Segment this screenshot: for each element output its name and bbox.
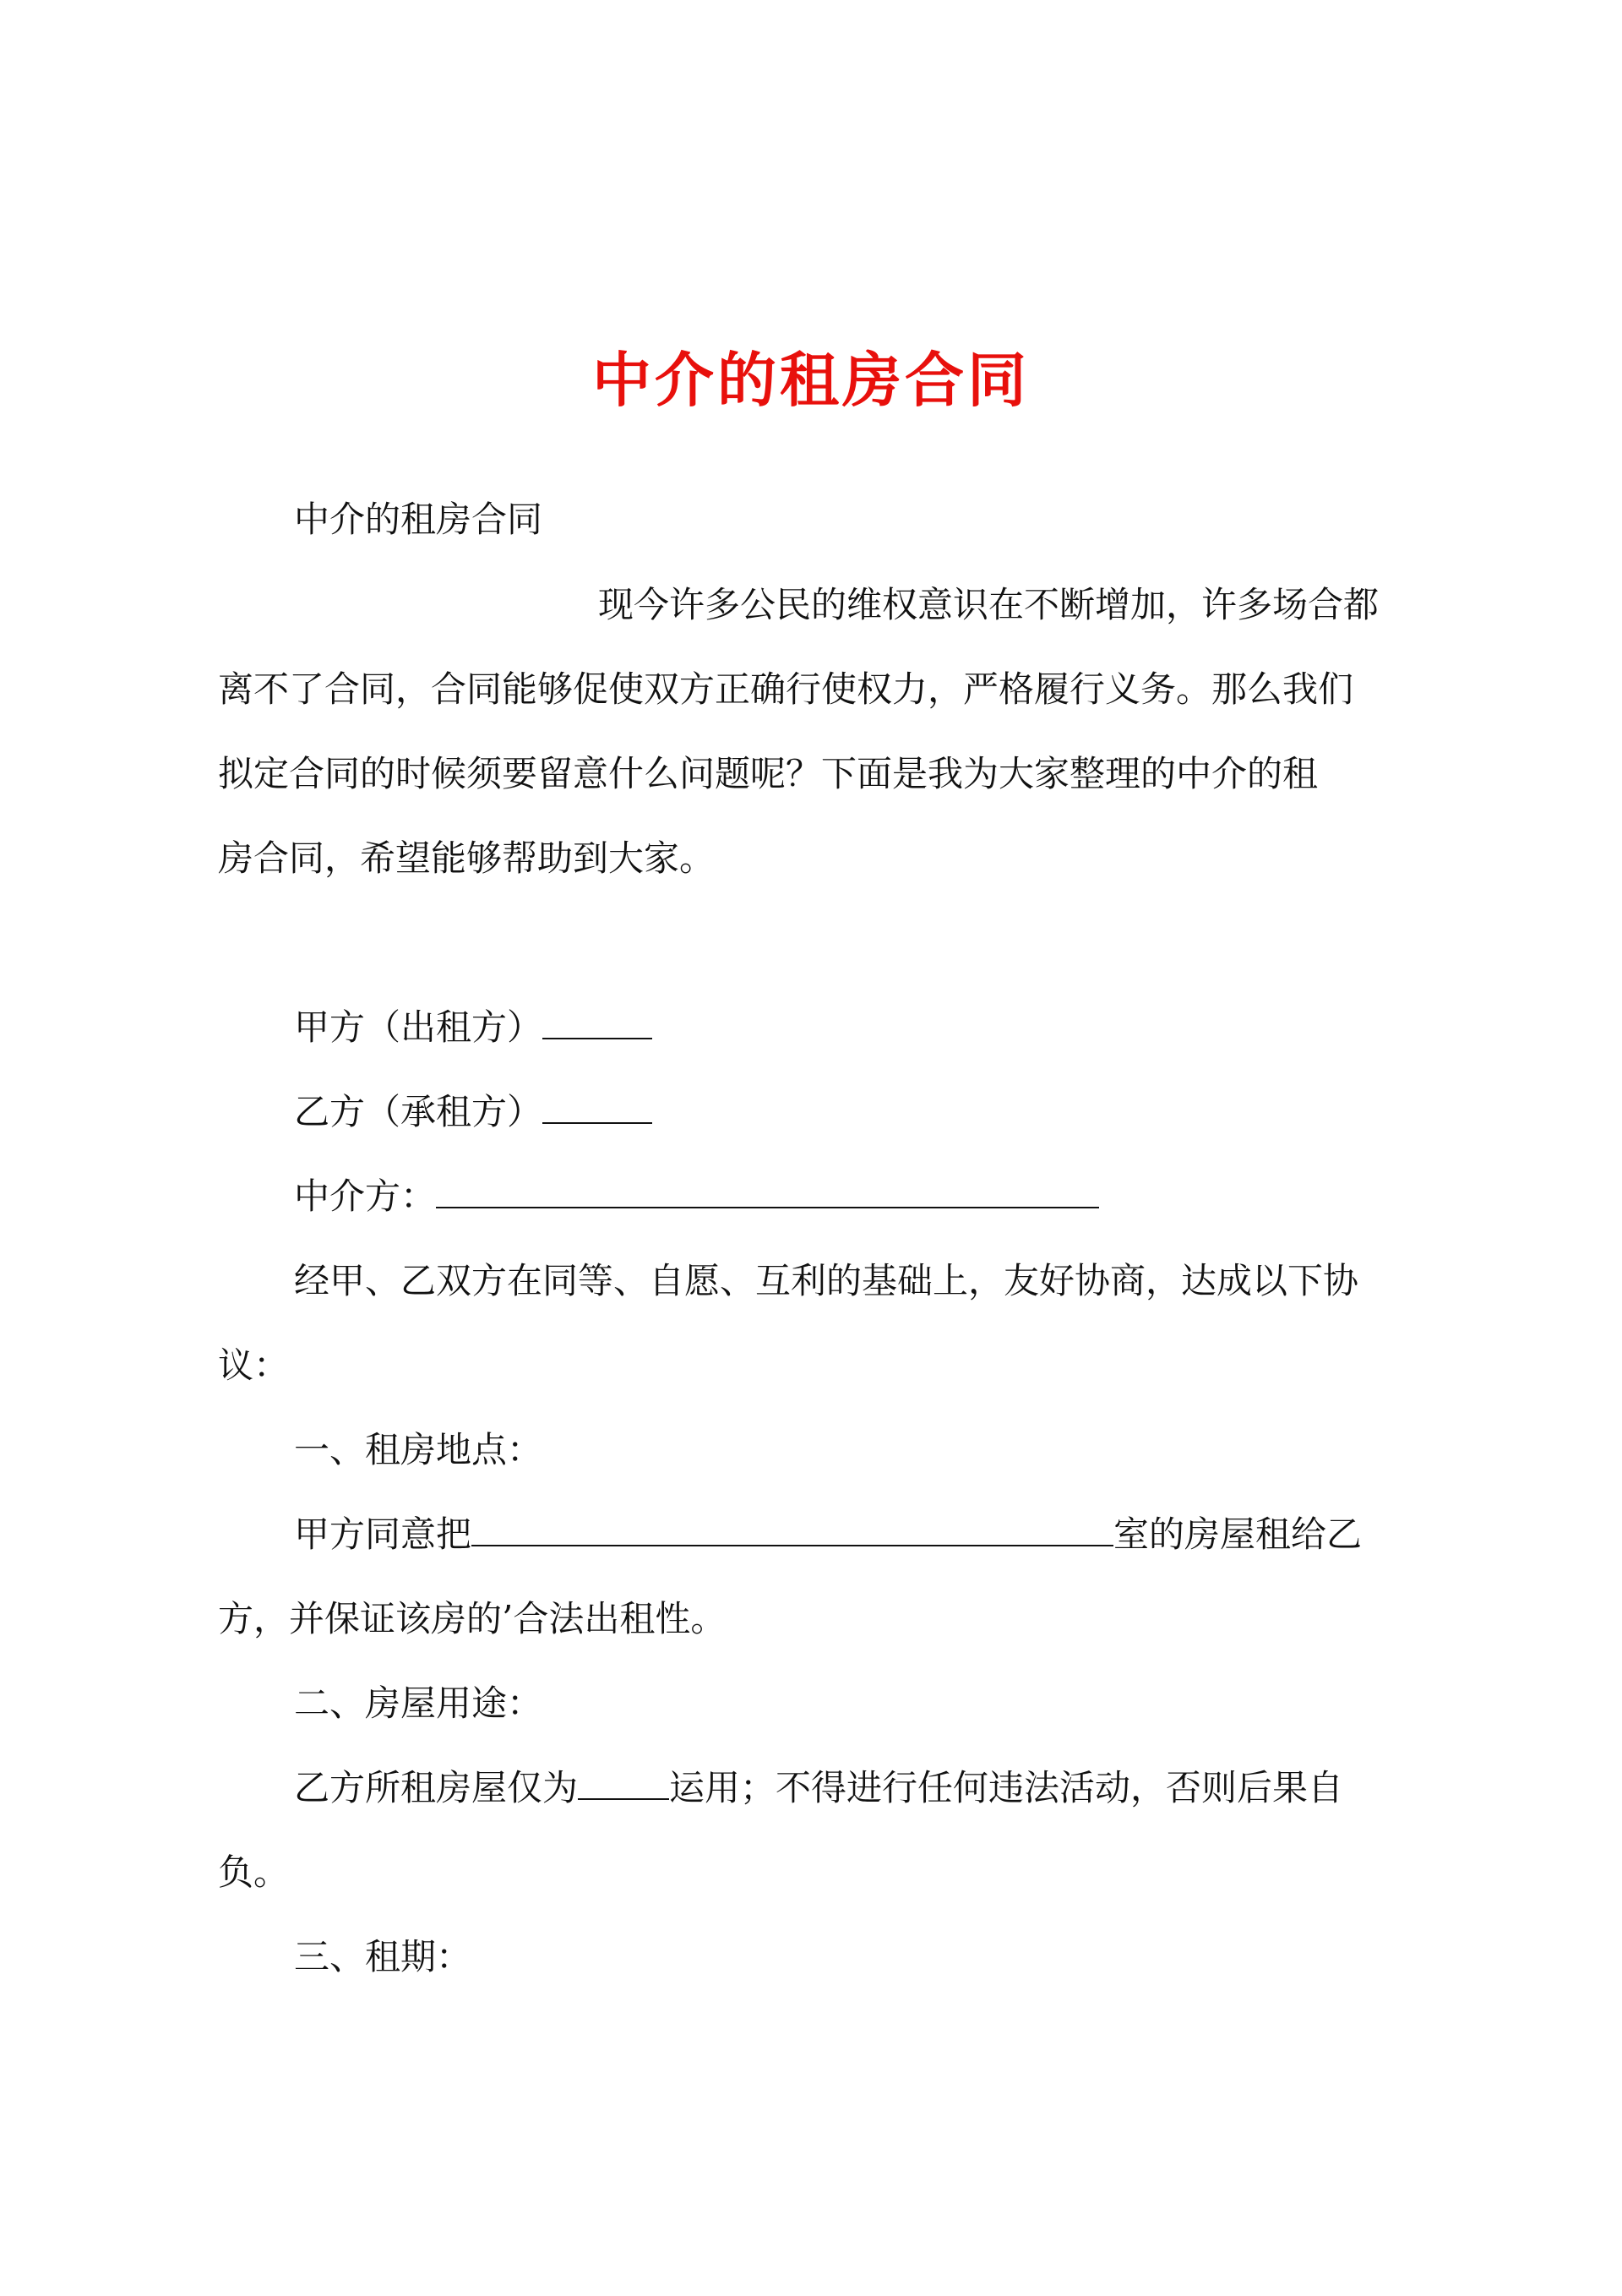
intro-line-3: 拟定合同的时候须要留意什么问题呢？下面是我为大家整理的中介的租	[218, 753, 1319, 794]
section2-heading: 二、房屋用途：	[294, 1682, 543, 1724]
party-a-blank	[542, 1004, 652, 1039]
agent-blank	[436, 1173, 1099, 1208]
section1-line-1	[294, 1509, 1362, 1560]
intro-line-1: 现今许多公民的维权意识在不断增加，许多场合都	[598, 584, 1380, 625]
document-subtitle: 中介的租房合同	[294, 499, 543, 540]
intro-line-4: 房合同，希望能够帮助到大家。	[218, 837, 716, 879]
agreement-line-1: 经甲、乙双方在同等、自愿、互利的基础上，友好协商，达成以下协	[294, 1260, 1359, 1301]
party-b-label: 乙方（承租方）	[294, 1091, 543, 1132]
party-b-line	[294, 1087, 652, 1137]
section2-prefix: 乙方所租房屋仅为	[294, 1767, 579, 1808]
section2-line-1	[294, 1763, 1343, 1813]
section2-line-2: 负。	[218, 1852, 290, 1893]
section2-suffix: 运用；不得进行任何违法活动，否则后果自	[669, 1767, 1344, 1808]
party-b-blank	[542, 1088, 652, 1124]
section1-heading: 一、租房地点：	[294, 1429, 543, 1470]
section3-heading: 三、租期：	[294, 1936, 472, 1977]
party-a-label: 甲方（出租方）	[294, 1006, 543, 1048]
agent-label: 中介方：	[294, 1175, 437, 1217]
section1-blank	[471, 1511, 1113, 1546]
agreement-line-2: 议：	[218, 1344, 290, 1386]
section1-prefix: 甲方同意把	[294, 1513, 472, 1555]
section1-line-2: 方，并保证该房的’合法出租性。	[218, 1598, 727, 1639]
section2-blank	[578, 1764, 669, 1800]
document-title: 中介的租房合同	[592, 345, 1030, 415]
intro-line-2: 离不了合同，合同能够促使双方正确行使权力，严格履行义务。那么我们	[218, 668, 1354, 710]
section1-suffix: 室的房屋租给乙	[1113, 1513, 1363, 1555]
party-a-line	[294, 1002, 652, 1053]
agent-line	[294, 1171, 1099, 1222]
